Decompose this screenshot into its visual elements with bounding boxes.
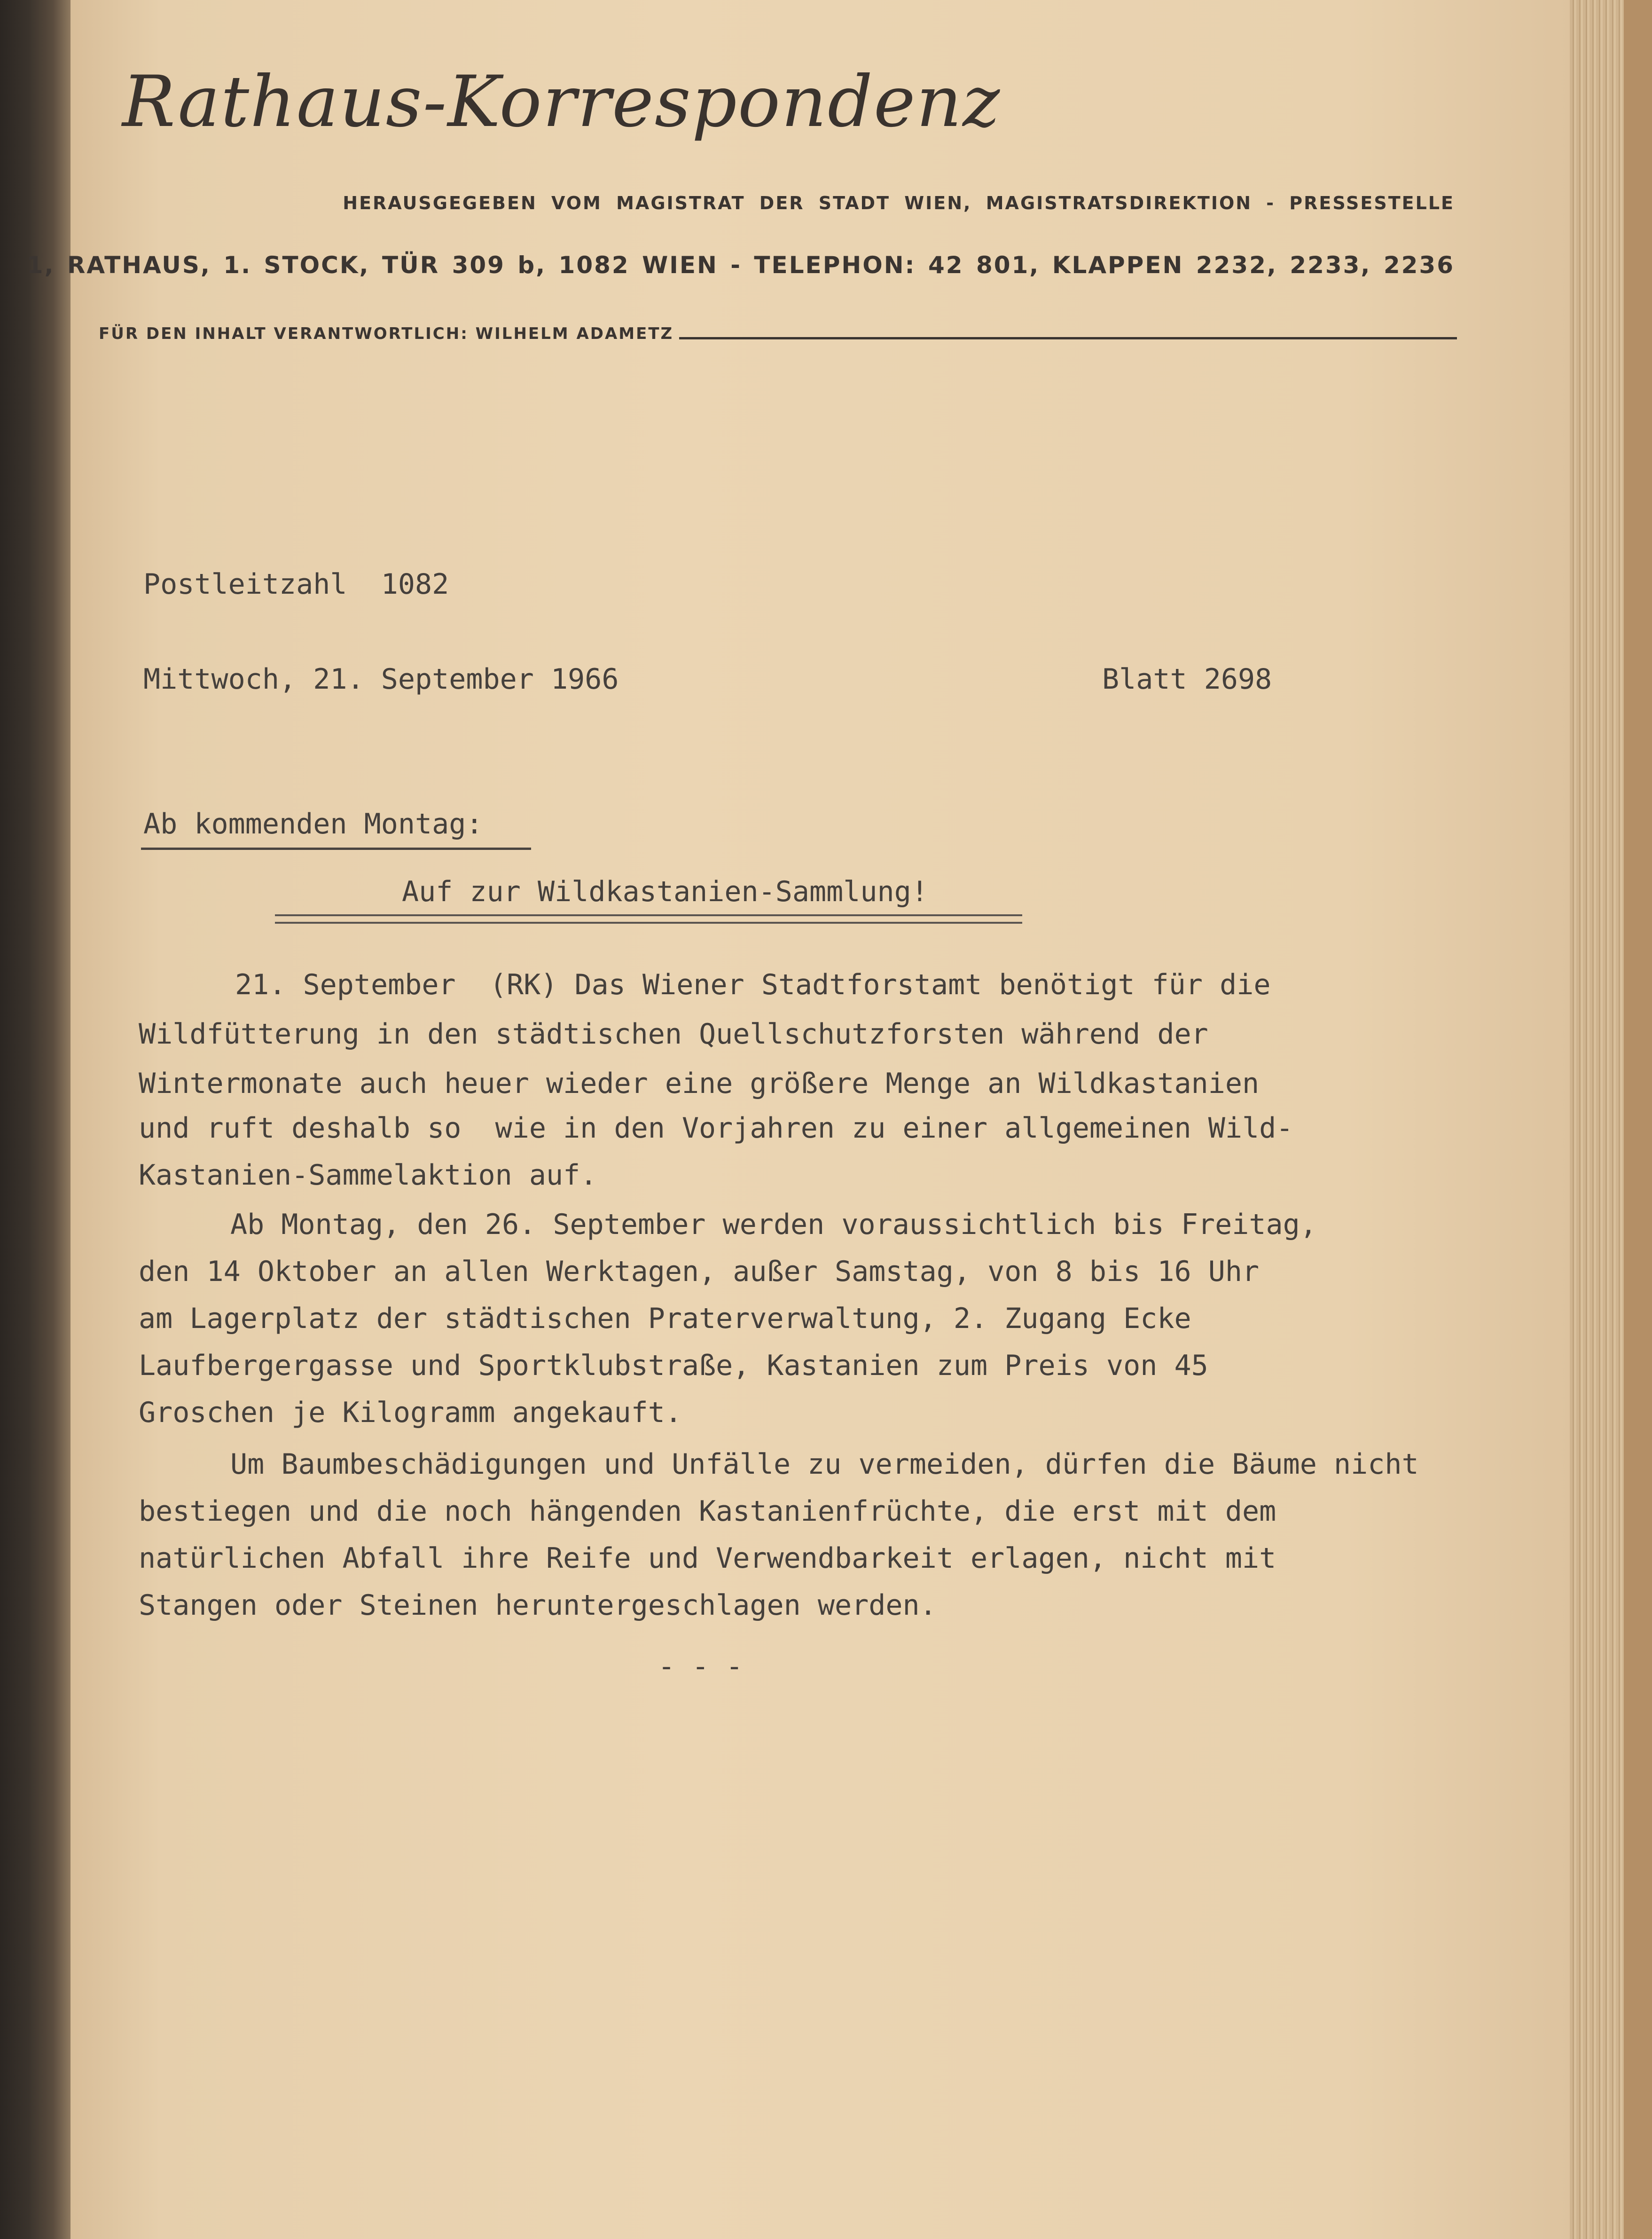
page-stack-shadow	[1624, 0, 1652, 2239]
body-line: Kastanien-Sammelaktion auf.	[139, 1159, 597, 1192]
masthead-title: Rathaus-Korrespondenz	[122, 61, 1001, 143]
body-line: Wintermonate auch heuer wieder eine größere Menge an Wildkastanien	[139, 1067, 1260, 1100]
body-line: Um Baumbeschädigungen und Unfälle zu vermeiden, dürfen die Bäume nicht	[230, 1448, 1419, 1481]
address-line: 1, RATHAUS, 1. STOCK, TÜR 309 b, 1082 WIEN - TELEPHON: 42 801, KLAPPEN 2232, 2233, 2236	[26, 251, 1455, 279]
letterhead-rule	[679, 337, 1457, 339]
responsible-row	[99, 324, 1457, 343]
body-line: Ab Montag, den 26. September werden voraussichtlich bis Freitag,	[230, 1208, 1317, 1241]
body-line: Wildfütterung in den städtischen Quellschutzforsten während der	[139, 1018, 1208, 1051]
body-line: den 14 Oktober an allen Werktagen, außer Samstag, von 8 bis 16 Uhr	[139, 1255, 1260, 1288]
body-line: natürlichen Abfall ihre Reife und Verwendbarkeit erlagen, nicht mit	[139, 1542, 1276, 1575]
end-mark: - - -	[658, 1650, 743, 1683]
body-line: Groschen je Kilogramm angekauft.	[139, 1396, 682, 1429]
body-line: Stangen oder Steinen heruntergeschlagen werden.	[139, 1589, 937, 1622]
responsible-editor: FÜR DEN INHALT VERANTWORTLICH: WILHELM ADAMETZ	[99, 324, 674, 343]
issue-date: Mittwoch, 21. September 1966	[143, 663, 619, 696]
postcode: Postleitzahl 1082	[143, 568, 449, 601]
article-kicker: Ab kommenden Montag:	[143, 808, 483, 841]
body-line: am Lagerplatz der städtischen Praterverwaltung, 2. Zugang Ecke	[139, 1302, 1191, 1335]
sheet-number: Blatt 2698	[1102, 663, 1272, 696]
body-line: bestiegen und die noch hängenden Kastanienfrüchte, die erst mit dem	[139, 1495, 1276, 1528]
headline-double-rule	[275, 914, 1022, 924]
body-line: Laufbergergasse und Sportklubstraße, Kastanien zum Preis von 45	[139, 1349, 1208, 1382]
body-line: und ruft deshalb so wie in den Vorjahren zu einer allgemeinen Wild-	[139, 1112, 1293, 1145]
publisher-line: HERAUSGEGEBEN VOM MAGISTRAT DER STADT WIEN, MAGISTRATSDIREKTION - PRESSESTELLE	[343, 193, 1455, 213]
book-binding	[0, 0, 70, 2239]
body-line: 21. September (RK) Das Wiener Stadtforstamt benötigt für die	[235, 968, 1271, 1001]
kicker-underline	[141, 848, 531, 850]
article-headline: Auf zur Wildkastanien-Sammlung!	[402, 875, 928, 908]
